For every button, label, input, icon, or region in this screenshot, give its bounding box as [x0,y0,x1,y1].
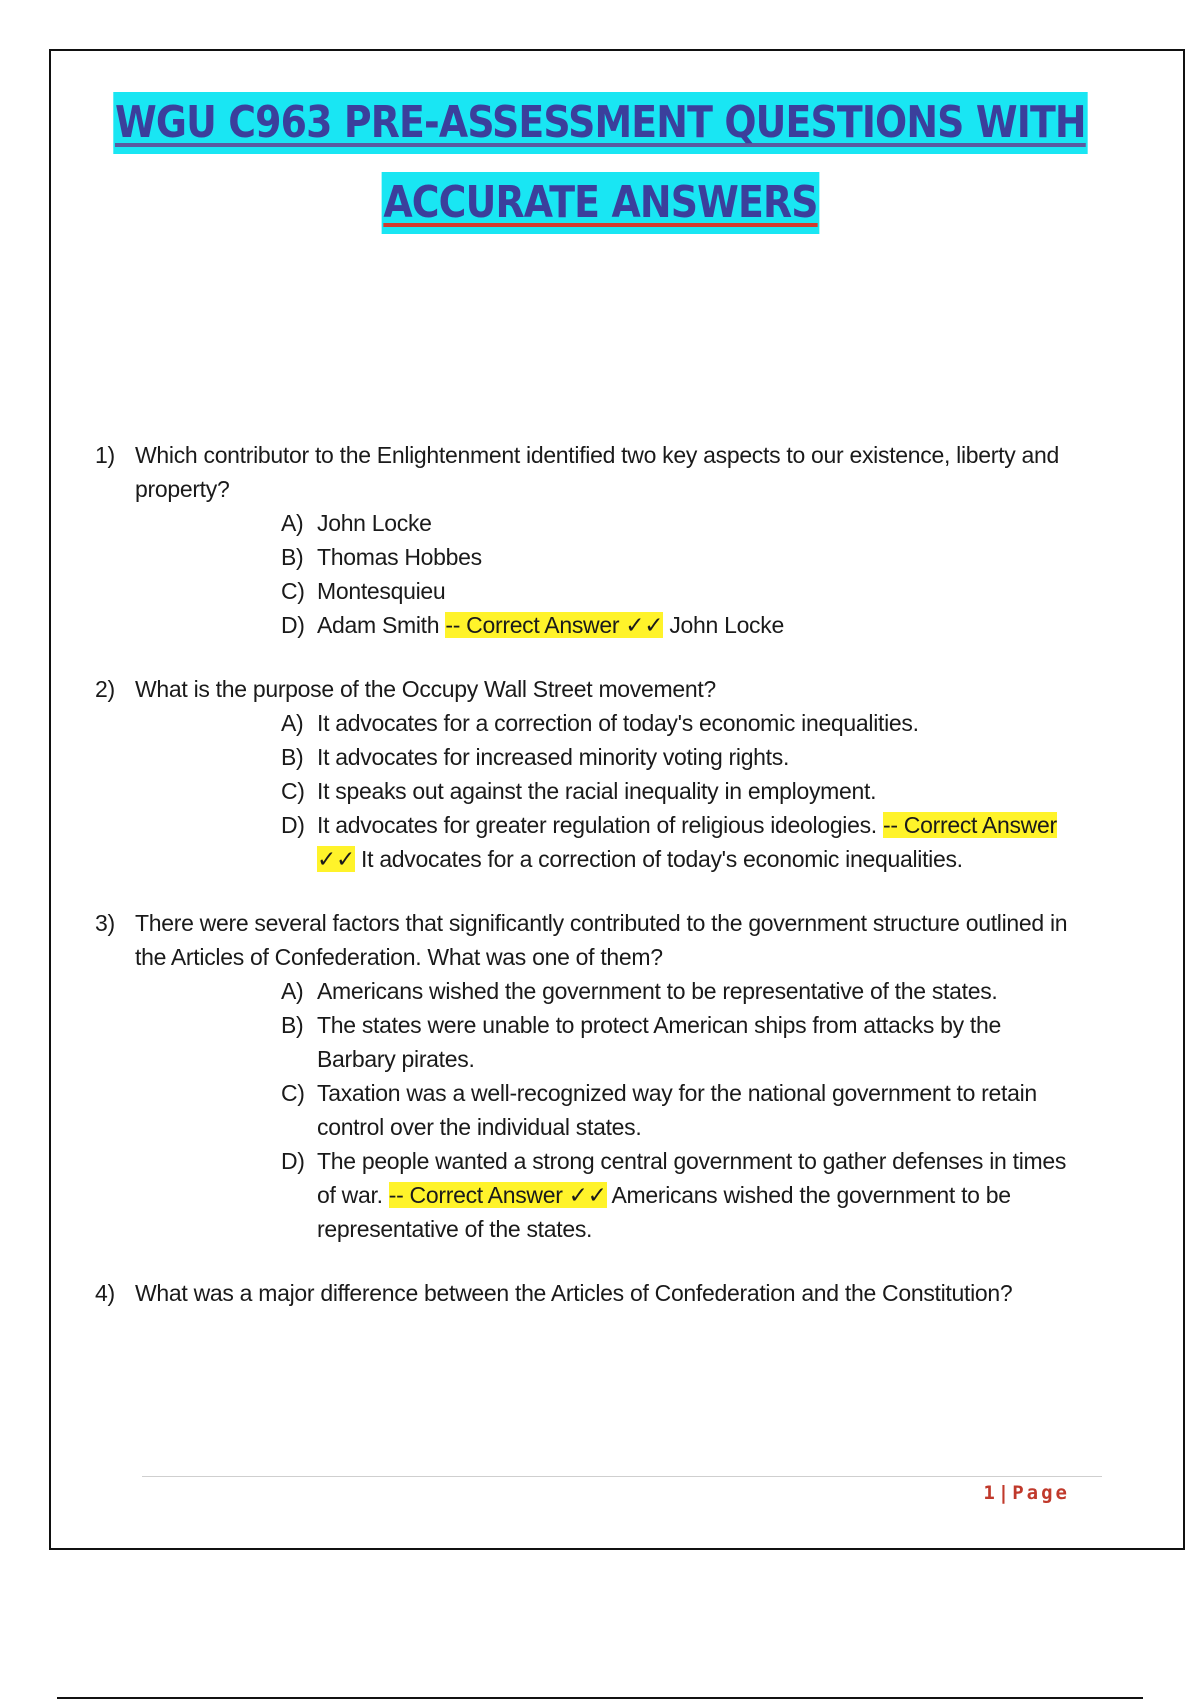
option-text: Montesquieu [317,578,446,604]
option-text: It advocates for greater regulation of religious ideologies. [317,812,877,838]
question-number: 2) [95,676,115,702]
option-b [281,540,1085,574]
option-list [135,506,1085,642]
option-text: Adam Smith [317,612,440,638]
question-text: There were several factors that significantly contributed to the government structure outlined in the Articles of Confederation. What was one of them? [135,910,1068,970]
option-letter: C) [281,778,305,804]
option-list [135,706,1085,876]
option-letter: A) [281,510,304,536]
question-1 [95,438,1085,642]
document-title [0,92,1200,234]
correct-answer-text: It advocates for a correction of today's economic inequalities. [361,846,963,872]
option-a [281,506,1085,540]
option-c [281,574,1085,608]
question-list [95,438,1085,1340]
option-list [135,974,1085,1246]
correct-answer-text: John Locke [669,612,784,638]
option-letter: B) [281,744,304,770]
option-text: Thomas Hobbes [317,544,482,570]
option-letter: A) [281,710,304,736]
option-d [281,1144,1085,1246]
question-number: 1) [95,442,115,468]
option-letter: D) [281,1148,305,1174]
title-line-1: WGU C963 PRE-ASSESSMENT QUESTIONS WITH [113,92,1087,154]
correct-answer-marker: -- Correct Answer ✓✓ [445,612,664,638]
footer-divider [142,1476,1102,1477]
option-letter: D) [281,612,305,638]
option-text: The people wanted a strong central government to gather defenses in times of war. [317,1148,1067,1208]
option-text: Americans wished the government to be representative of the states. [317,978,998,1004]
correct-answer-marker: -- Correct Answer ✓✓ [388,1182,607,1208]
option-a [281,706,1085,740]
option-text: John Locke [317,510,432,536]
question-text: Which contributor to the Enlightenment identified two key aspects to our existence, liberty and property? [135,442,1059,502]
question-number: 4) [95,1280,115,1306]
option-letter: C) [281,1080,305,1106]
bottom-divider [57,1697,1143,1699]
option-text: It advocates for increased minority voting rights. [317,744,790,770]
option-c [281,1076,1085,1144]
option-letter: D) [281,812,305,838]
option-b [281,1008,1085,1076]
option-text: The states were unable to protect American ships from attacks by the Barbary pirates. [317,1012,1001,1072]
question-text: What was a major difference between the Articles of Confederation and the Constitution? [135,1280,1013,1306]
question-4 [95,1276,1085,1310]
option-letter: B) [281,1012,304,1038]
correct-answer-marker: -- Correct Answer ✓✓ [317,812,1057,872]
option-b [281,740,1085,774]
option-letter: C) [281,578,305,604]
correct-answer-text: Americans wished the government to be representative of the states. [317,1182,1011,1242]
question-text: What is the purpose of the Occupy Wall Street movement? [135,676,716,702]
option-letter: B) [281,544,304,570]
title-line-2: ACCURATE ANSWERS [381,172,819,234]
page-number: 1|Page [983,1482,1070,1504]
option-a [281,974,1085,1008]
option-text: It advocates for a correction of today's economic inequalities. [317,710,919,736]
question-3 [95,906,1085,1246]
option-c [281,774,1085,808]
option-letter: A) [281,978,304,1004]
option-text: It speaks out against the racial inequality in employment. [317,778,877,804]
question-2 [95,672,1085,876]
option-d [281,608,1085,642]
question-number: 3) [95,910,115,936]
option-text: Taxation was a well-recognized way for the national government to retain control over the individual states. [317,1080,1037,1140]
option-d [281,808,1085,876]
